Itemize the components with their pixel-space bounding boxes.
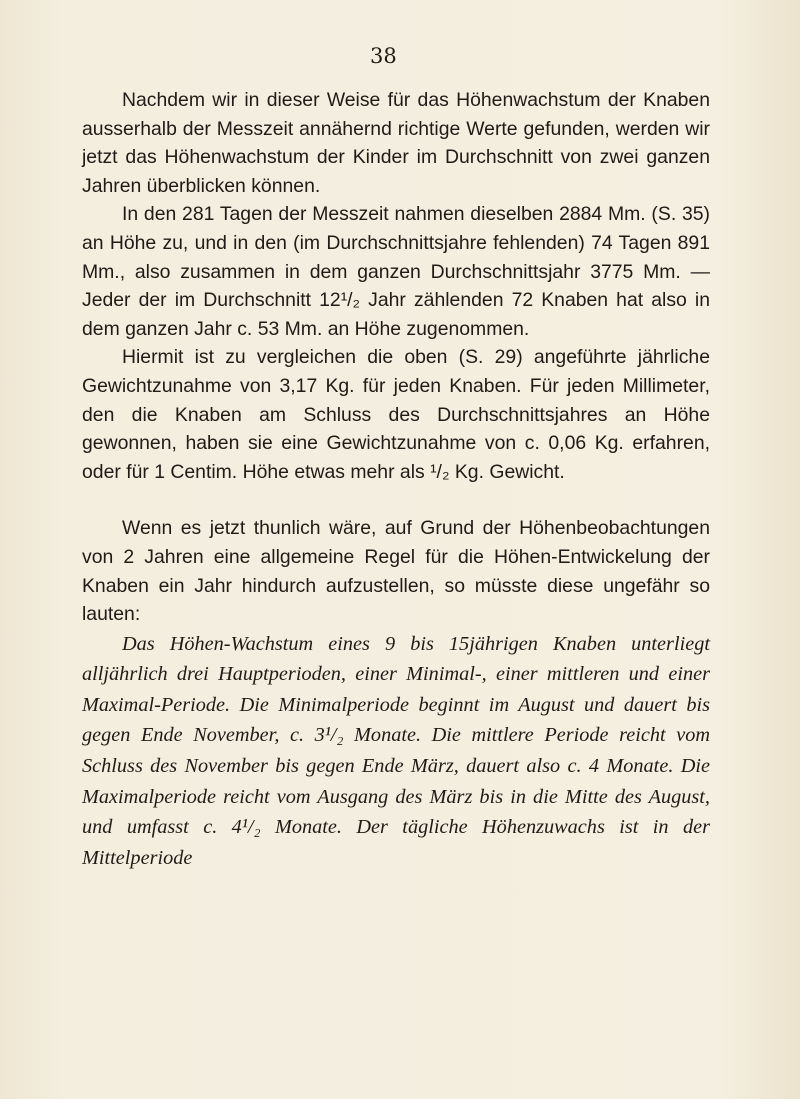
paragraph: In den 281 Tagen der Messzeit nahmen dieselben 2884 Mm. (S. 35) an Höhe zu, und in den (im Durchschnittsjahre fehlenden) 74 Tagen 891 Mm., also zusammen in dem ganzen Durchschnittsjahr 3775 Mm. — Jeder der im Durchschnitt 12¹/₂ Jahr zählenden 72 Knaben hat also in dem ganzen Jahr c. 53 Mm. an Höhe zugenommen.	[82, 203, 710, 340]
body-text	[82, 86, 710, 873]
paragraph: Wenn es jetzt thunlich wäre, auf Grund der Höhenbeobachtungen von 2 Jahren eine allgemeine Regel für die Höhen-Entwickelung der Knaben ein Jahr hindurch aufzustellen, so müsste diese ungefähr so lauten:	[82, 517, 710, 626]
rule-paragraph: Das Höhen-Wachstum eines 9 bis 15jährigen Knaben unterliegt alljährlich drei Hauptperioden, einer Minimal-, einer mittleren und einer Maximal-Periode. Die Minimalperiode beginnt im August und dauert bis gegen Ende November, c. 3¹/₂ Monate. Die mittlere Periode reicht vom Schluss des November bis gegen Ende März, dauert also c. 4 Monate. Die Maximalperiode reicht vom Ausgang des März bis in die Mitte des August, und umfasst c. 4¹/₂ Monate. Der tägliche Höhenzuwachs ist in der Mittelperiode	[82, 632, 710, 869]
page-number: 38	[370, 44, 397, 68]
paragraph: Hiermit ist zu vergleichen die oben (S. 29) angeführte jährliche Gewichtzunahme von 3,17 Kg. für jeden Knaben. Für jeden Millimeter, den die Knaben am Schluss des Durchschnittsjahres an Höhe gewonnen, haben sie eine Gewichtzunahme von c. 0,06 Kg. erfahren, oder für 1 Centim. Höhe etwas mehr als ¹/₂ Kg. Gewicht.	[82, 346, 710, 483]
paragraph: Nachdem wir in dieser Weise für das Höhenwachstum der Knaben ausserhalb der Messzeit annähernd richtige Werte gefunden, werden wir jetzt das Höhenwachstum der Kinder im Durchschnitt von zwei ganzen Jahren überblicken können.	[82, 89, 710, 197]
